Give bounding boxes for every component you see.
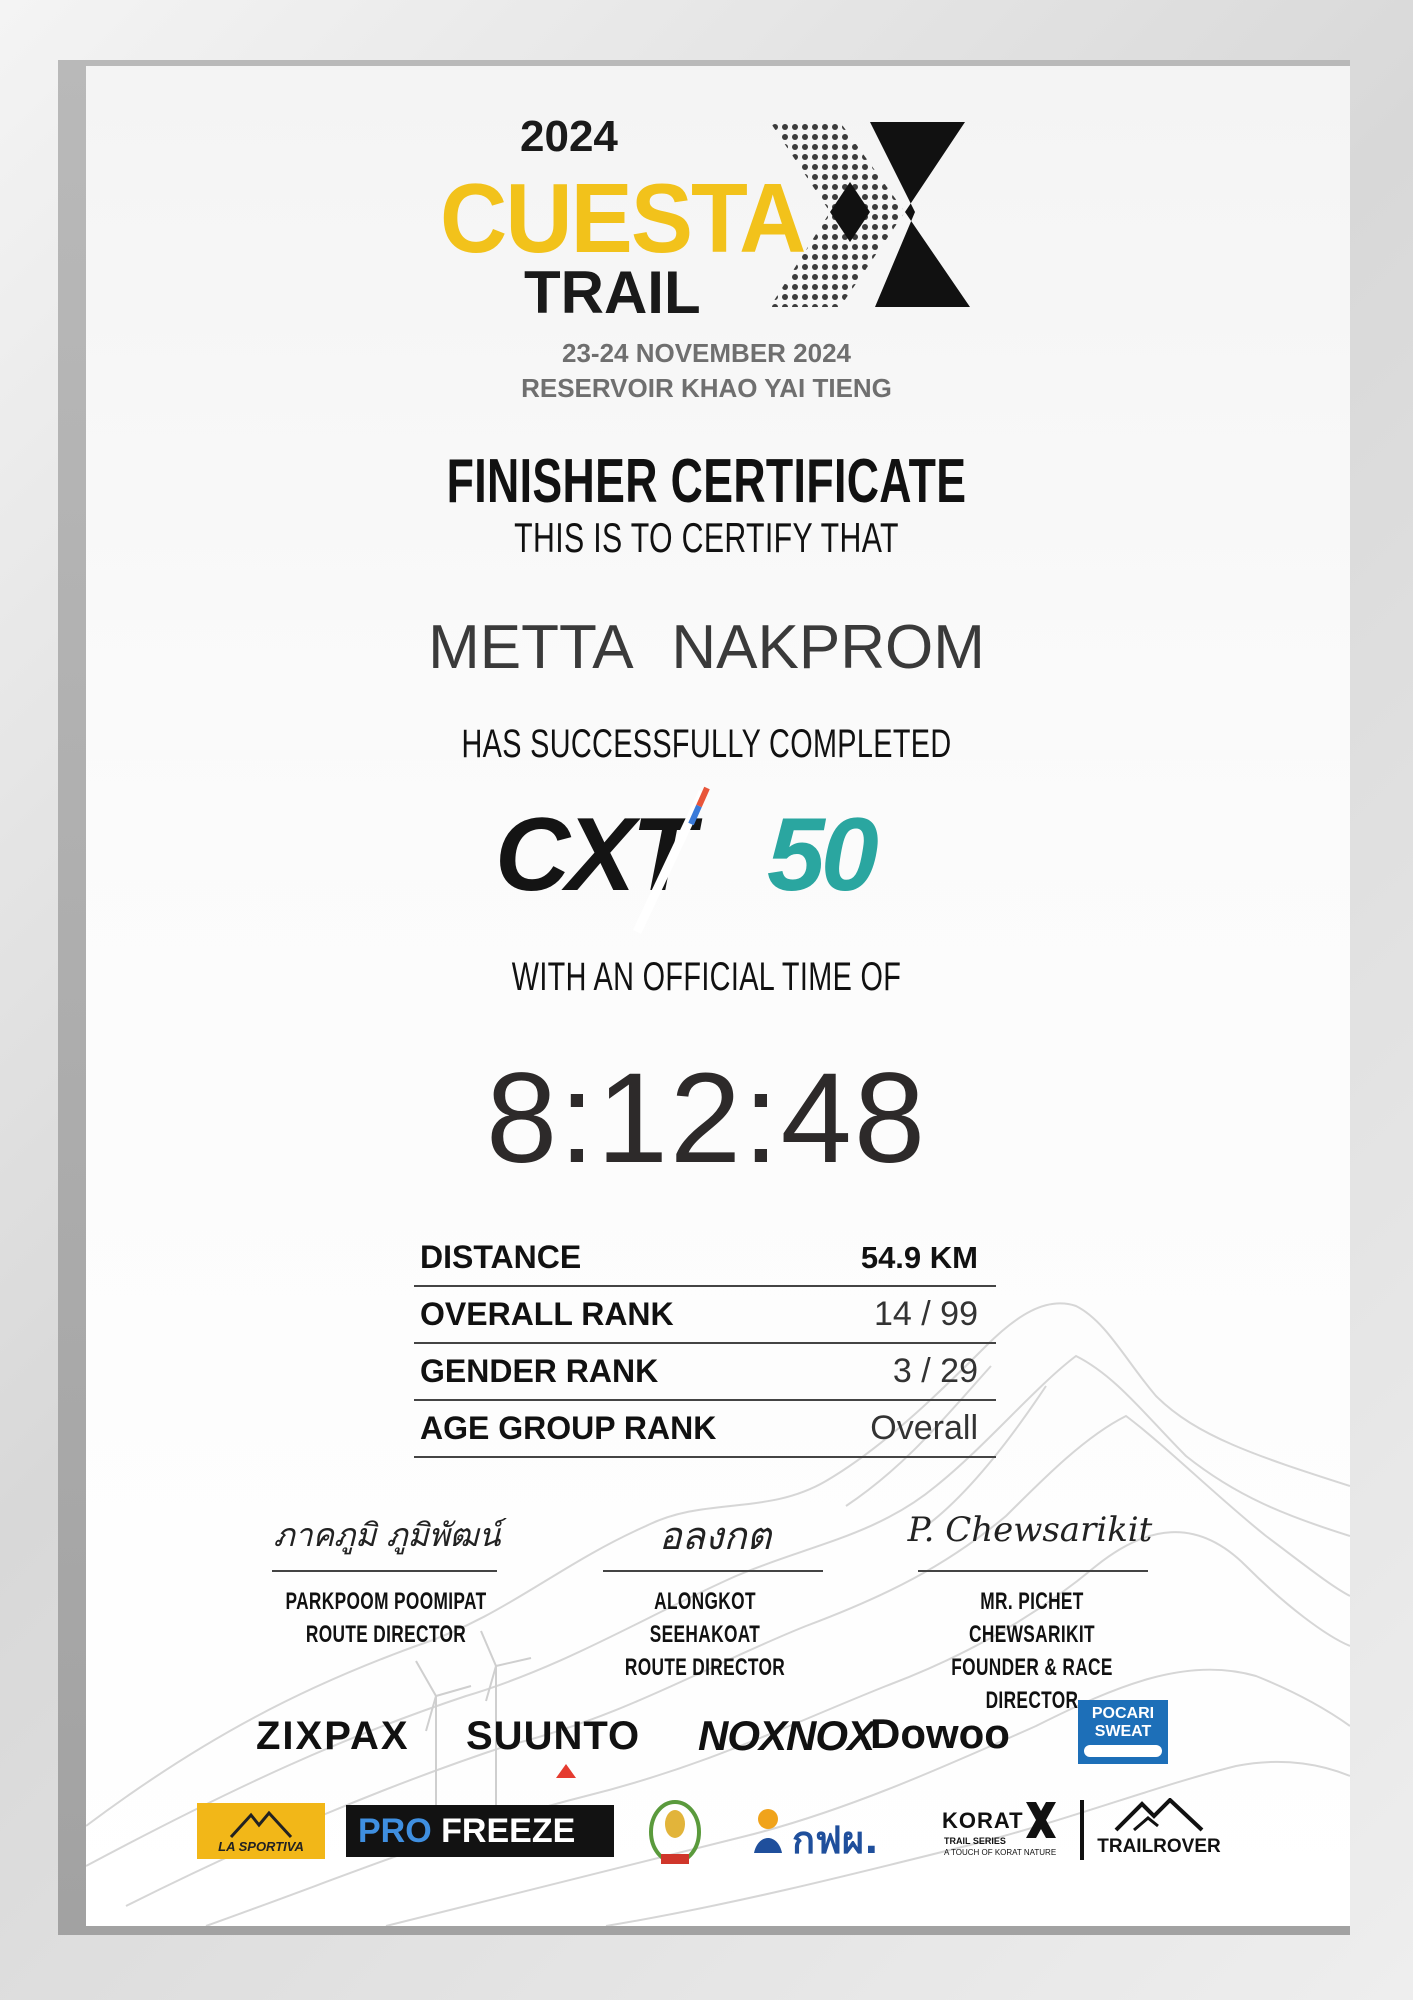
signature-line <box>918 1570 1148 1572</box>
stat-value: 3 / 29 <box>813 1343 996 1400</box>
event-year: 2024 <box>520 112 618 161</box>
trailrover-label: TRAILROVER <box>1097 1836 1221 1857</box>
korat-sub2: A TOUCH OF KORAT NATURE <box>944 1848 1057 1857</box>
stat-label: OVERALL RANK <box>414 1286 813 1343</box>
signatory-name: PARKPOOM POOMIPAT <box>285 1588 487 1615</box>
signatory-role: ROUTE DIRECTOR <box>305 1621 467 1648</box>
sponsor-pocari-sweat <box>1078 1700 1168 1764</box>
sponsor-zixpax: ZIXPAX <box>256 1714 410 1758</box>
sponsor-la-sportiva <box>197 1803 325 1859</box>
race-logo <box>495 797 935 913</box>
signature-line <box>603 1570 823 1572</box>
signatory-role: FOUNDER & RACE DIRECTOR <box>951 1654 1113 1714</box>
signature-line <box>272 1570 497 1572</box>
event-location: RESERVOIR KHAO YAI TIENG <box>521 373 892 403</box>
race-distance: 50 <box>767 797 875 913</box>
official-time-label: WITH AN OFFICIAL TIME OF <box>511 955 902 999</box>
sweat-label: SWEAT <box>1094 1723 1152 1740</box>
pro-label: PRO <box>358 1812 432 1850</box>
signatory-1 <box>236 1585 536 1651</box>
trailrover-mountain-icon <box>1114 1798 1204 1832</box>
pocari-label: POCARI <box>1091 1705 1155 1722</box>
egat-logo-icon <box>748 1805 788 1857</box>
stat-label: DISTANCE <box>414 1230 813 1286</box>
stat-label: GENDER RANK <box>414 1343 813 1400</box>
garuda-emblem-icon <box>645 1796 705 1868</box>
signatory-role: ROUTE DIRECTOR <box>624 1654 786 1681</box>
signatory-2 <box>555 1585 855 1684</box>
stat-value: Overall <box>813 1400 996 1457</box>
red-peak-marker <box>556 1764 576 1778</box>
egat-label: กฟผ. <box>792 1818 879 1862</box>
table-row <box>414 1343 996 1400</box>
official-time: 8:12:48 <box>485 1047 928 1190</box>
signatory-name: MR. PICHET CHEWSARIKIT <box>969 1588 1095 1648</box>
freeze-label: FREEZE <box>441 1812 576 1850</box>
table-row <box>414 1286 996 1343</box>
signature-2: อลงกต <box>658 1514 772 1558</box>
certificate-subtitle: THIS IS TO CERTIFY THAT <box>514 514 899 561</box>
pocari-wave <box>1084 1745 1162 1757</box>
sponsor-divider <box>1080 1800 1084 1860</box>
event-date: 23-24 NOVEMBER 2024 <box>561 338 852 368</box>
korat-x-icon <box>1024 1800 1058 1840</box>
signatory-name: ALONGKOT SEEHAKOAT <box>649 1588 761 1648</box>
sponsor-trailrover <box>1094 1798 1224 1862</box>
sponsor-korat-trail-series <box>942 1798 1062 1862</box>
la-sportiva-label: LA SPORTIVA <box>218 1839 304 1854</box>
event-name-trail: TRAIL <box>524 259 701 326</box>
mountain-icon <box>229 1809 293 1839</box>
sponsor-noxnox: NOXNOX <box>698 1712 875 1759</box>
first-name: METTA <box>428 613 631 682</box>
table-row <box>414 1400 996 1457</box>
korat-sub1: TRAIL SERIES <box>944 1836 1006 1846</box>
signatory-3 <box>882 1585 1182 1717</box>
completed-text: HAS SUCCESSFULLY COMPLETED <box>461 722 952 766</box>
sponsor-egat <box>748 1803 908 1862</box>
event-name-cuesta: CUESTA <box>440 163 805 273</box>
sponsor-dowoo: Dowoo <box>870 1710 1010 1757</box>
sponsor-pro-freeze <box>346 1805 614 1857</box>
race-prefix: CXT <box>495 797 691 913</box>
last-name: NAKPROM <box>671 613 985 682</box>
stat-label: AGE GROUP RANK <box>414 1400 813 1457</box>
stat-value: 14 / 99 <box>813 1286 996 1343</box>
signature-3: P. Chewsarikit <box>907 1510 1153 1550</box>
stat-value: 54.9 KM <box>813 1230 996 1286</box>
sponsor-suunto: SUUNTO <box>466 1714 641 1758</box>
race-logo-slash <box>625 782 715 942</box>
korat-label: KORAT <box>942 1808 1024 1833</box>
table-row <box>414 1230 996 1286</box>
signature-1: ภาคภูมิ ภูมิพัฒน์ <box>273 1516 501 1554</box>
finisher-name <box>0 612 1413 683</box>
certificate-title: FINISHER CERTIFICATE <box>446 447 967 516</box>
results-table <box>414 1230 996 1458</box>
